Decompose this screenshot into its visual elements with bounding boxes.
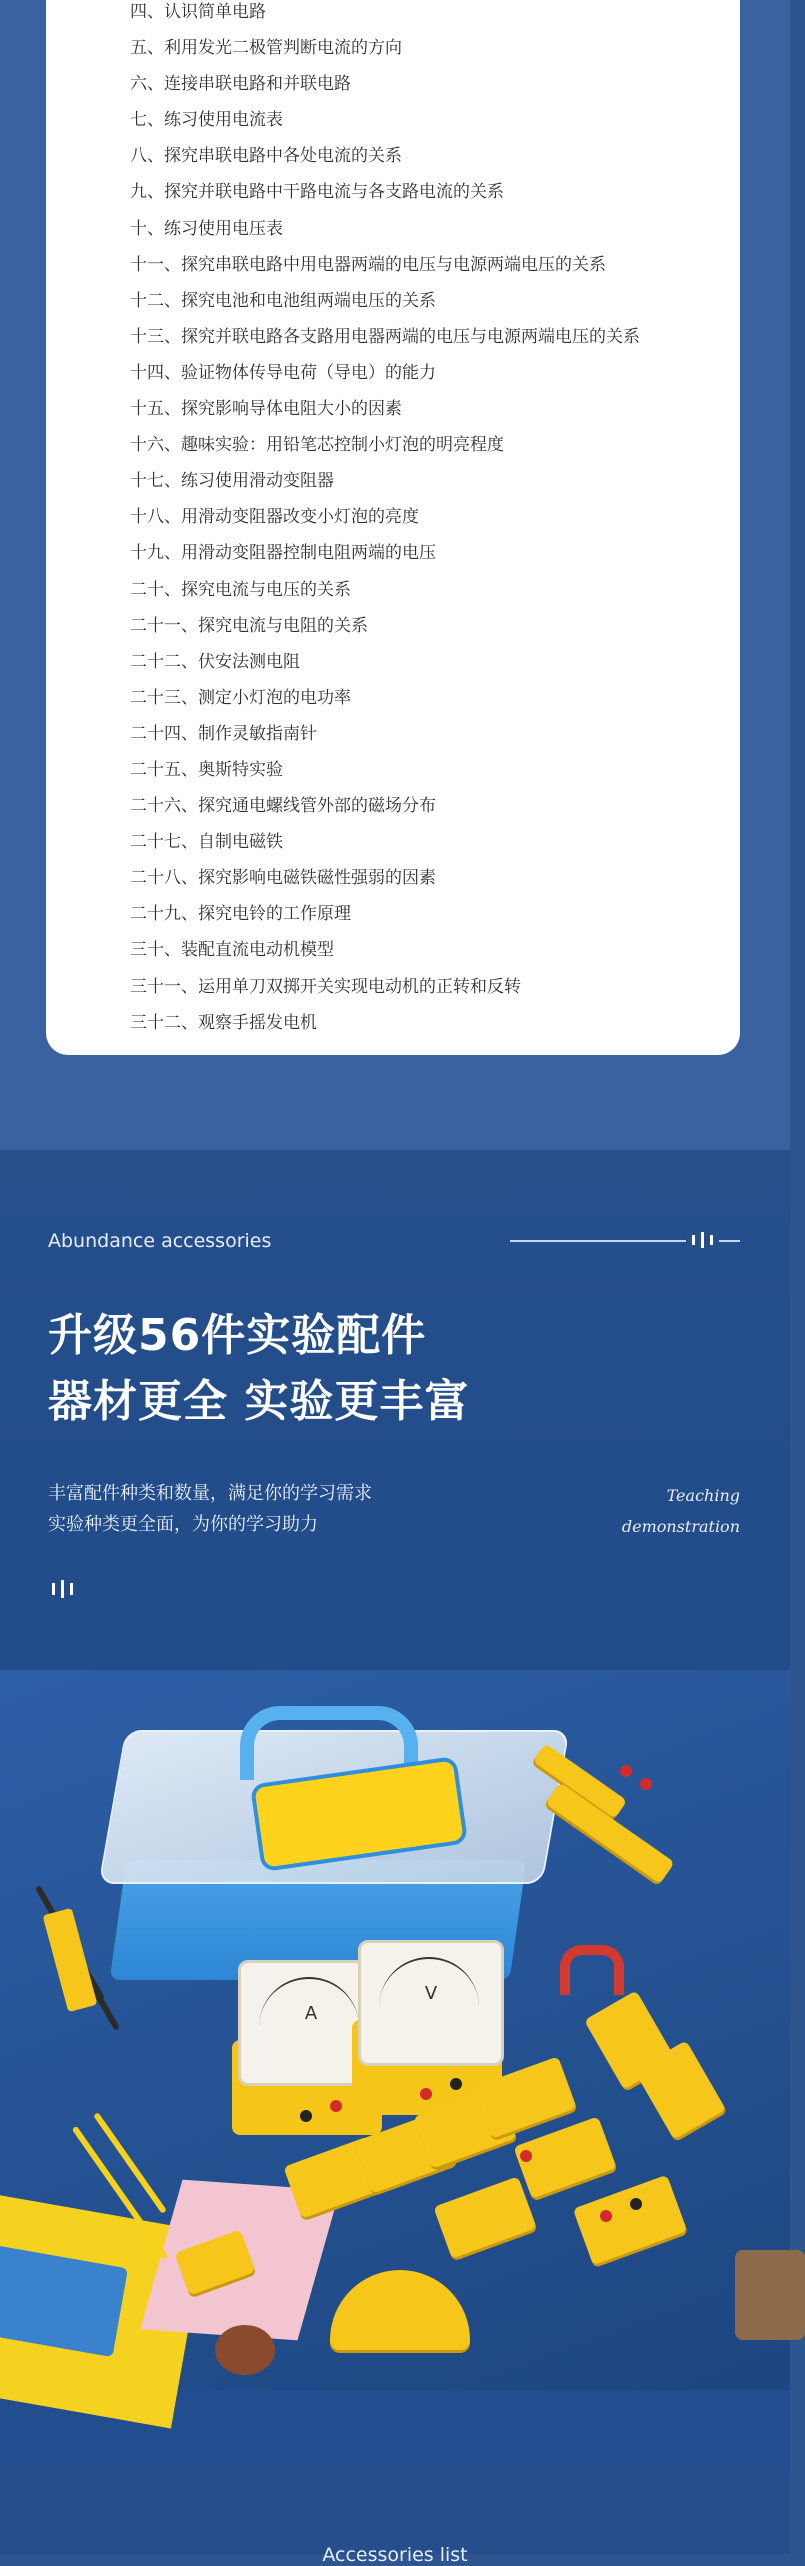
experiment-item: 二十一、探究电流与电阻的关系 <box>130 615 368 636</box>
experiment-item: 三十一、运用单刀双掷开关实现电动机的正转和反转 <box>130 976 521 997</box>
terminal-knob <box>640 1778 652 1790</box>
experiment-item: 二十八、探究影响电磁铁磁性强弱的因素 <box>130 868 436 889</box>
experiment-item: 十一、探究串联电路中用电器两端的电压与电源两端电压的关系 <box>130 254 606 275</box>
experiment-item: 八、探究串联电路中各处电流的关系 <box>130 146 402 167</box>
product-photo <box>0 1670 790 2390</box>
experiment-item: 二十四、制作灵敏指南针 <box>130 723 317 744</box>
accessories-section <box>0 1150 790 2566</box>
script-line-1: Teaching <box>666 1486 740 1505</box>
experiment-item: 十、练习使用电压表 <box>130 218 283 239</box>
script-caption <box>622 1480 740 1542</box>
headline-line-2: 器材更全 实验更丰富 <box>48 1376 470 1427</box>
experiment-item: 六、连接串联电路和并联电路 <box>130 74 351 95</box>
experiment-list-section <box>0 0 790 1150</box>
experiment-item: 五、利用发光二极管判断电流的方向 <box>130 38 402 59</box>
experiment-item: 三十二、观察手摇发电机 <box>130 1012 317 1033</box>
experiment-item: 十七、练习使用滑动变阻器 <box>130 471 334 492</box>
subtitle <box>48 1478 372 1540</box>
experiment-item: 二十七、自制电磁铁 <box>130 832 283 853</box>
experiment-item: 二十六、探究通电螺线管外部的磁场分布 <box>130 796 436 817</box>
experiment-item: 三十、装配直流电动机模型 <box>130 940 334 961</box>
script-line-2: demonstration <box>621 1517 740 1536</box>
terminal-knob <box>600 2210 612 2222</box>
experiment-item: 二十三、测定小灯泡的电功率 <box>130 687 351 708</box>
experiment-list <box>130 0 640 1041</box>
terminal-knob <box>630 2198 642 2210</box>
voltmeter-letter: V <box>424 1983 438 2004</box>
experiment-item: 十三、探究并联电路各支路用电器两端的电压与电源两端电压的关系 <box>130 326 640 347</box>
experiment-item: 七、练习使用电流表 <box>130 110 283 131</box>
terminal-knob <box>450 2078 462 2090</box>
experiment-item: 二十九、探究电铃的工作原理 <box>130 904 351 925</box>
subtitle-line-2: 实验种类更全面，为你的学习助力 <box>48 1514 318 1535</box>
experiment-item: 十五、探究影响导体电阻大小的因素 <box>130 399 402 420</box>
experiment-item: 二十、探究电流与电压的关系 <box>130 579 351 600</box>
ammeter-letter: A <box>304 2003 318 2024</box>
experiment-item-partial: 四、认识简单电路 <box>130 2 266 22</box>
fur-cloth <box>735 2250 805 2340</box>
experiment-item: 十九、用滑动变阻器控制电阻两端的电压 <box>130 543 436 564</box>
experiment-item: 十八、用滑动变阻器改变小灯泡的亮度 <box>130 507 419 528</box>
experiment-item: 二十五、奥斯特实验 <box>130 759 283 780</box>
bars-decoration-icon <box>686 1232 719 1248</box>
section-english-title: Abundance accessories <box>48 1230 272 1252</box>
terminal-knob <box>620 1765 632 1777</box>
experiment-item: 九、探究并联电路中干路电流与各支路电流的关系 <box>130 182 504 203</box>
terminal-knob <box>420 2088 432 2100</box>
next-section-band <box>0 2470 790 2554</box>
bars-decoration-icon <box>52 1580 73 1598</box>
next-section-title: Accessories list <box>322 2544 468 2566</box>
terminal-knob <box>520 2150 532 2162</box>
voltmeter <box>358 1940 504 2066</box>
horseshoe-magnet <box>560 1945 624 1995</box>
headline <box>48 1303 469 1435</box>
experiment-item: 二十二、伏安法测电阻 <box>130 651 300 672</box>
headline-line-1: 升级56件实验配件 <box>48 1310 427 1361</box>
terminal-knob <box>330 2100 342 2112</box>
terminal-knob <box>300 2110 312 2122</box>
subtitle-line-1: 丰富配件种类和数量，满足你的学习需求 <box>48 1483 372 1504</box>
experiment-item: 十六、趣味实验：用铅笔芯控制小灯泡的明亮程度 <box>130 435 504 456</box>
experiment-item: 十四、验证物体传导电荷（导电）的能力 <box>130 362 436 383</box>
copper-disc <box>215 2325 275 2375</box>
experiment-item: 十二、探究电池和电池组两端电压的关系 <box>130 290 436 311</box>
